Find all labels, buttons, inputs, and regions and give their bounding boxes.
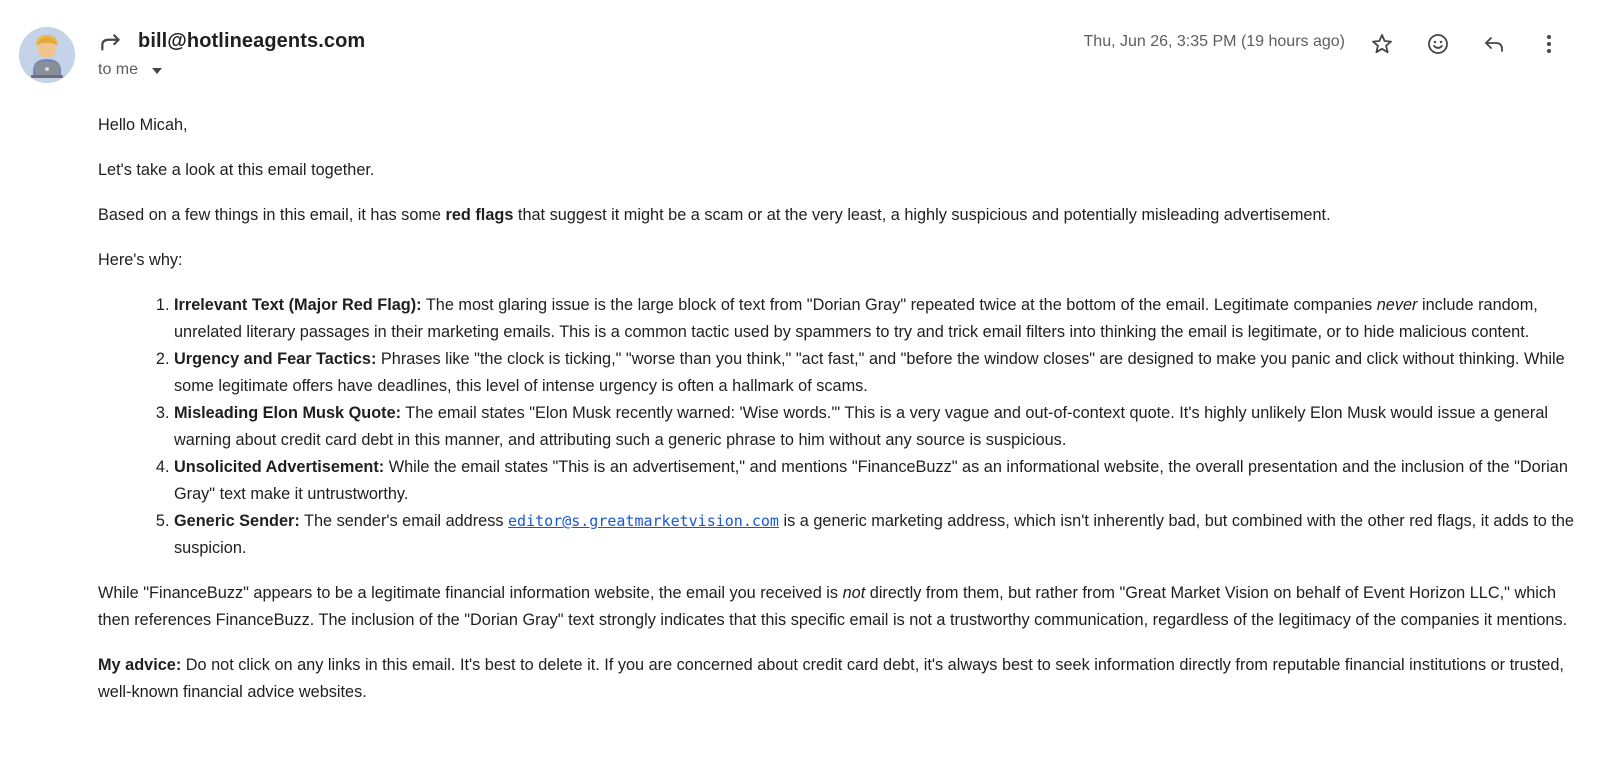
advice-text: Do not click on any links in this email. It's best to delete it. If you are concerned about credit card debt, it's always best to seek information directly from reputable financial institutions or trusted, well-known financial advice websites. <box>98 656 1564 701</box>
more-options-button[interactable] <box>1531 26 1567 62</box>
closing-text-end: directly from them, but rather from "Great Market Vision on behalf of Event Horizon LLC," which then references FinanceBuzz. The inclusion of the "Dorian Gray" text strongly indicates that this specific email is not a trustworthy communication, regardless of the legitimacy of the companies it mentions. <box>98 584 1568 629</box>
chevron-down-icon[interactable] <box>150 64 164 78</box>
list-item-text: The sender's email address <box>299 512 509 530</box>
recipient-label: to me <box>98 61 139 78</box>
reply-button[interactable] <box>1476 26 1512 62</box>
list-item-title: Misleading Elon Musk Quote: <box>174 404 402 422</box>
advice-label: My advice: <box>98 656 182 674</box>
sender-email-link[interactable]: editor@s.greatmarketvision.com <box>508 512 779 530</box>
list-item <box>174 400 1578 454</box>
list-item <box>174 292 1578 346</box>
message-body <box>98 112 1578 724</box>
list-item-italic: never <box>1376 296 1418 314</box>
why-paragraph: Here's why: <box>98 251 183 269</box>
reply-icon <box>1482 32 1506 56</box>
summary-text: Based on a few things in this email, it has some <box>98 206 446 224</box>
intro-paragraph: Let's take a look at this email together. <box>98 161 375 179</box>
list-item <box>174 346 1578 400</box>
greeting: Hello Micah, <box>98 116 188 134</box>
red-flag-list <box>98 292 1578 562</box>
star-icon <box>1370 32 1394 56</box>
emoji-icon <box>1426 32 1450 56</box>
closing-paragraph <box>98 580 1578 634</box>
add-reaction-button[interactable] <box>1420 26 1456 62</box>
message-header <box>98 26 1600 86</box>
avatar[interactable] <box>19 27 75 83</box>
list-item-text: The email states "Elon Musk recently warned: 'Wise words.'" This is a very vague and out-of-context quote. It's highly unlikely Elon Musk would issue a general warning about credit card debt in this manner, and attributing such a generic phrase to him without any source is suspicious. <box>174 404 1549 449</box>
list-item-text: While the email states "This is an advertisement," and mentions "FinanceBuzz" as an informational website, the overall presentation and the inclusion of the "Dorian Gray" text make it untrustworthy. <box>174 458 1568 503</box>
list-item <box>174 508 1578 562</box>
closing-italic: not <box>842 584 866 602</box>
list-item-text: Phrases like "the clock is ticking," "worse than you think," "act fast," and "before the window closes" are designed to make you panic and click without thinking. While some legitimate offers have deadlines, this level of intense urgency is often a hallmark of scams. <box>174 350 1565 395</box>
message-date: Thu, Jun 26, 3:35 PM (19 hours ago) <box>1083 33 1345 50</box>
list-item-text-end: include random, unrelated literary passages in their marketing emails. This is a common tactic used by spammers to try and trick email filters into thinking the email is legitimate, or to hide malicious content. <box>174 296 1538 341</box>
closing-text: While "FinanceBuzz" appears to be a legitimate financial information website, the email you received is <box>98 584 843 602</box>
list-item-title: Urgency and Fear Tactics: <box>174 350 377 368</box>
star-button[interactable] <box>1364 26 1400 62</box>
more-vert-icon <box>1537 32 1561 56</box>
list-item-title: Unsolicited Advertisement: <box>174 458 385 476</box>
list-item-text: The most glaring issue is the large block of text from "Dorian Gray" repeated twice at the bottom of the email. Legitimate companies <box>421 296 1377 314</box>
list-item <box>174 454 1578 508</box>
summary-text-end: that suggest it might be a scam or at the very least, a highly suspicious and potentially misleading advertisement. <box>513 206 1331 224</box>
sender-address[interactable]: bill@hotlineagents.com <box>138 30 366 52</box>
list-item-text-end: is a generic marketing address, which isn't inherently bad, but combined with the other red flags, it adds to the suspicion. <box>174 512 1574 557</box>
summary-paragraph <box>98 202 1578 229</box>
list-item-title: Irrelevant Text (Major Red Flag): <box>174 296 422 314</box>
summary-bold: red flags <box>445 206 514 224</box>
advice-paragraph <box>98 652 1578 706</box>
forward-arrow-icon <box>98 30 124 56</box>
list-item-title: Generic Sender: <box>174 512 300 530</box>
